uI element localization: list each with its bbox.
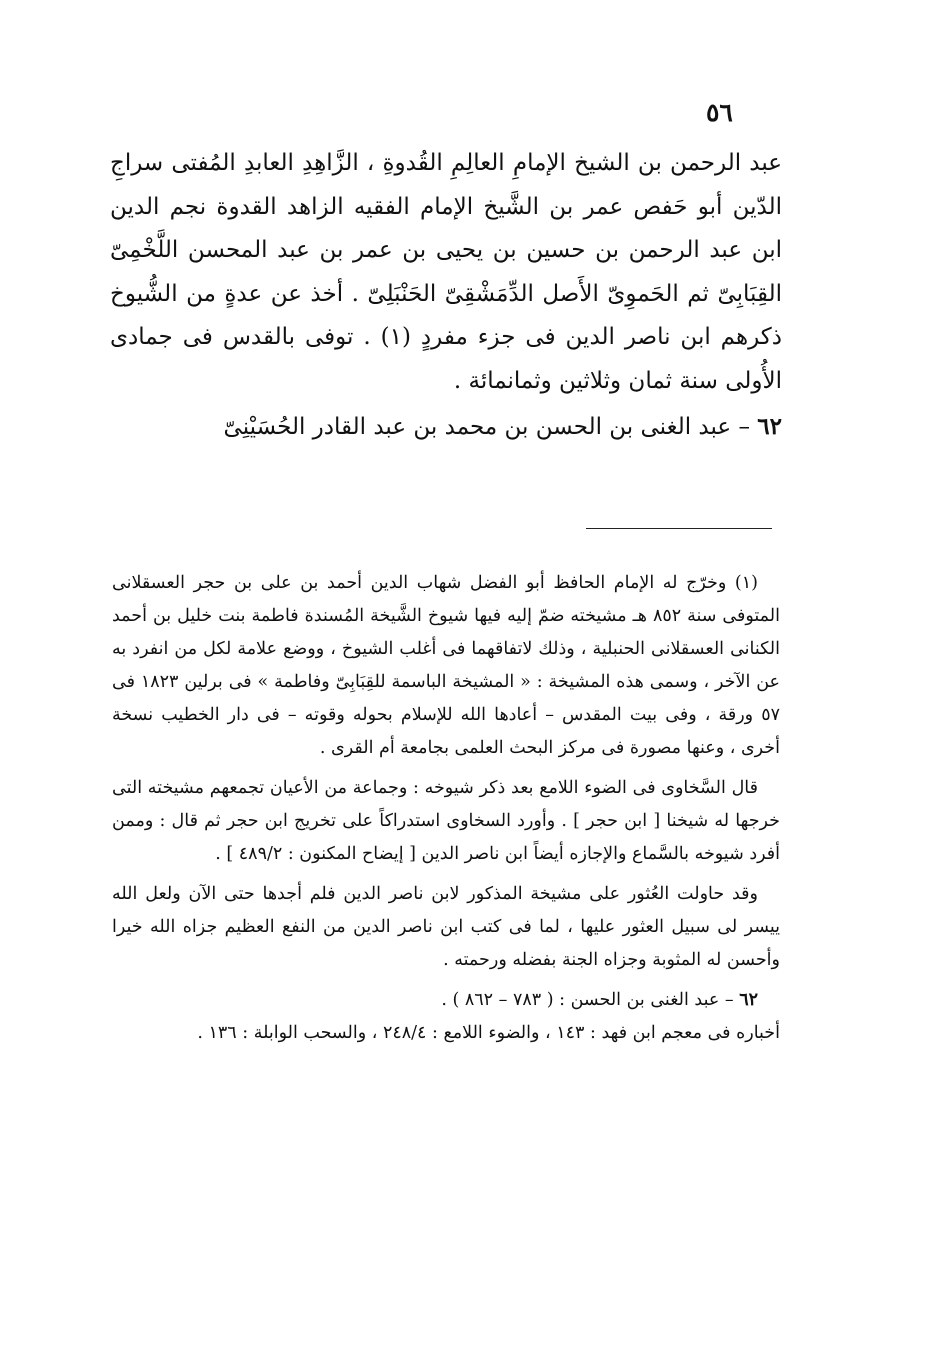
footnote-sources: أخباره فى معجم ابن فهد : ١٤٣ ، والضوء اللامع : ٢٤٨/٤ ، والسحب الوابلة : ١٣٦ . — [197, 1023, 780, 1043]
footnote-entry-number: ٦٢ — [739, 990, 758, 1010]
footnote-editor: وقد حاولت العُثور على مشيخة المذكور لابن ناصر الدين فلم أجدها حتى الآن ولعل الله ييسر لى سبيل العثور عليها ، لما فى كتب ابن ناصر الدين من النفع العظيم جزاه الله خيرا وأحسن له المثوبة وجزاه الجنة بفضله ورحمته . — [112, 884, 780, 970]
footnote-sakhawi: قال السَّخاوى فى الضوء اللامع بعد ذكر شيوخه : وجماعة من الأعيان تجمعهم مشيخته التى خرجها له شيخنا [ ابن حجر ] . وأورد السخاوى استدراكاً على تخريج ابن حجر ثم قال : وممن أفرد شيوخه بالسَّماع والإجازه أيضاً ابن ناصر الدين [ إيضاح المكنون : ٤٨٩/٢ ] . — [112, 778, 780, 864]
entry-name: عبد الغنى بن الحسن بن محمد بن عبد القادر الحُسَيْنِىّ — [223, 414, 732, 440]
footnote-entry-text: – عبد الغنى بن الحسن : ( ٧٨٣ – ٨٦٢ ) . — [441, 990, 740, 1010]
biography-paragraph: عبد الرحمن بن الشيخ الإمامِ العالِمِ القُدوةِ ، الزَّاهِدِ العابدِ المُفتى سراجِ الدّين أبو حَفص عمر بن الشَّيخ الإمام الفقيه الزاهد القدوة نجم الدين ابن عبد الرحمن بن حسين بن يحيى بن عمر بن عبد المحسن اللَّخْمِىّ القِبَابِىّ ثم الحَموِىّ الأَصل الدِّمَشْقِىّ الحَنْبَلِىّ . أخذ عن عدةٍ من الشُّيوخ ذكرهم ابن ناصر الدين فى جزء مفردٍ (١) . توفى بالقدس فى جمادى الأُولى سنة ثمان وثلاثين وثمانمائة . — [110, 150, 783, 394]
footnote-entry-62 — [112, 984, 780, 1017]
main-text — [110, 142, 782, 450]
footnotes — [112, 567, 780, 1057]
footnote-1: (١) وخرّج له الإمام الحافظ أبو الفضل شهاب الدين أحمد بن على بن حجر العسقلانى المتوفى سنة ٨٥٢ هـ مشيخته ضمّ إليه فيها شيوخ الشَّيخة المُسندة فاطمة بنت خليل بن أحمد الكنانى العسقلانى الحنبلية ، وذلك لاتفاقهما فى أغلب الشيوخ ، ووضع علامة لكل من انفرد به عن الآخر ، وسمى هذه المشيخة : « المشيخة الباسمة للقِبَابِىّ وفاطمة » فى برلين ١٨٢٣ فى ٥٧ ورقة ، وفى بيت المقدس – أعادها الله للإسلام بحوله وقوته – فى دار الخطيب نسخة أخرى ، وعنها مصورة فى مركز البحث العلمى بجامعة أم القرى . — [112, 573, 780, 758]
next-entry-heading — [110, 405, 782, 450]
footnote-separator — [586, 528, 772, 529]
entry-number: ٦٢ — [757, 413, 782, 440]
page-number: ٥٦ — [706, 98, 733, 127]
entry-dash: – — [738, 414, 750, 440]
